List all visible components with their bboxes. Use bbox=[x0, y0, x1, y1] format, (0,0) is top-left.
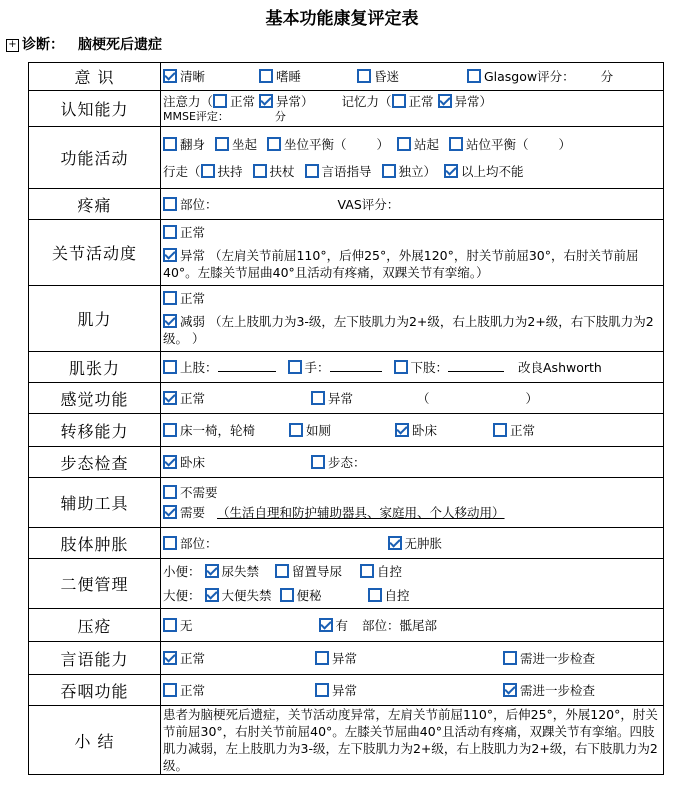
row-summary bbox=[29, 706, 664, 775]
checkbox-transfer-normal[interactable] bbox=[493, 423, 507, 437]
checkbox-sit-balance[interactable] bbox=[267, 137, 281, 151]
opt-sit-balance: 坐位平衡（ bbox=[284, 136, 347, 152]
checkbox-no-sore[interactable] bbox=[163, 618, 177, 632]
checkbox-coma[interactable] bbox=[357, 69, 371, 83]
checkbox-swallow-further[interactable] bbox=[503, 683, 517, 697]
diagnosis-value: 脑梗死后遗症 bbox=[78, 37, 162, 53]
opt-assist: 扶持 bbox=[217, 163, 243, 179]
stool-self-control: 自控 bbox=[384, 588, 410, 603]
checkbox-muscle-normal[interactable] bbox=[163, 291, 177, 305]
constipation: 便秘 bbox=[296, 588, 322, 603]
row-gait bbox=[29, 447, 664, 478]
row-cognition bbox=[29, 91, 664, 127]
row-joint bbox=[29, 220, 664, 286]
label-consciousness: 意 识 bbox=[29, 63, 161, 91]
checkbox-pain-part[interactable] bbox=[163, 197, 177, 211]
sit-balance-close: ） bbox=[376, 136, 390, 152]
aid-needed: 需要 bbox=[180, 505, 206, 520]
row-consciousness bbox=[29, 63, 664, 91]
label-edema: 肢体肿胀 bbox=[29, 528, 161, 559]
checkbox-no-aid[interactable] bbox=[163, 485, 177, 499]
checkbox-urine-self[interactable] bbox=[360, 564, 374, 578]
edema-part: 部位： bbox=[180, 535, 218, 551]
checkbox-swallow-abnormal[interactable] bbox=[315, 683, 329, 697]
checkbox-gait[interactable] bbox=[311, 455, 325, 469]
glasgow-unit: 分 bbox=[600, 69, 614, 84]
label-tone: 肌张力 bbox=[29, 352, 161, 383]
swallow-normal: 正常 bbox=[180, 682, 206, 698]
row-excretion bbox=[29, 559, 664, 609]
checkbox-verbal-guide[interactable] bbox=[305, 164, 319, 178]
checkbox-catheter[interactable] bbox=[275, 564, 289, 578]
opt-bed-chair: 床一椅，轮椅 bbox=[180, 422, 256, 438]
hand: 手： bbox=[304, 359, 330, 375]
checkbox-attention-normal[interactable] bbox=[213, 94, 227, 108]
form-title: 基本功能康复评定表 bbox=[265, 9, 419, 29]
aid-not-needed: 不需要 bbox=[180, 485, 218, 500]
attention-label: 注意力（ bbox=[163, 94, 214, 109]
label-cognition: 认知能力 bbox=[29, 91, 161, 127]
checkbox-speech-normal[interactable] bbox=[163, 651, 177, 665]
checkbox-hand[interactable] bbox=[288, 360, 302, 374]
row-aids bbox=[29, 478, 664, 528]
label-joint: 关节活动度 bbox=[29, 220, 161, 286]
hand-blank[interactable] bbox=[330, 359, 382, 372]
checkbox-attention-abnormal[interactable] bbox=[259, 94, 273, 108]
checkbox-independent[interactable] bbox=[382, 164, 396, 178]
label-sensation: 感觉功能 bbox=[29, 383, 161, 414]
label-function: 功能活动 bbox=[29, 127, 161, 189]
checkbox-stool-incontinence[interactable] bbox=[205, 588, 219, 602]
checkbox-need-aid[interactable] bbox=[163, 505, 177, 519]
checkbox-upper-limb[interactable] bbox=[163, 360, 177, 374]
no-edema: 无肿胀 bbox=[404, 535, 443, 551]
sensation-abnormal: 异常 bbox=[328, 390, 354, 406]
stool-label: 大便： bbox=[163, 588, 201, 603]
opt-roll: 翻身 bbox=[180, 136, 206, 152]
opt-clear: 清晰 bbox=[180, 69, 206, 84]
checkbox-roll[interactable] bbox=[163, 137, 177, 151]
checkbox-sensation-abnormal[interactable] bbox=[311, 391, 325, 405]
row-muscle bbox=[29, 286, 664, 352]
opt-none-able: 以上均不能 bbox=[461, 163, 524, 179]
label-pain: 疼痛 bbox=[29, 189, 161, 220]
upper-limb: 上肢： bbox=[180, 359, 218, 375]
swallow-further: 需进一步检查 bbox=[520, 682, 596, 698]
memory-normal: 正常 bbox=[408, 94, 434, 109]
mmse-label: MMSE评定： bbox=[163, 110, 229, 123]
checkbox-joint-abnormal[interactable] bbox=[163, 248, 177, 262]
checkbox-cane[interactable] bbox=[253, 164, 267, 178]
opt-stand-up: 站起 bbox=[414, 136, 440, 152]
checkbox-drowsy[interactable] bbox=[259, 69, 273, 83]
label-summary: 小 结 bbox=[29, 706, 161, 775]
label-transfer: 转移能力 bbox=[29, 414, 161, 447]
checkbox-urine-incontinence[interactable] bbox=[205, 564, 219, 578]
row-pain bbox=[29, 189, 664, 220]
gait-label: 步态： bbox=[328, 454, 366, 470]
checkbox-stand-balance[interactable] bbox=[449, 137, 463, 151]
opt-glasgow: Glasgow评分： bbox=[483, 69, 575, 84]
memory-abnormal: 异常） bbox=[454, 94, 493, 109]
checkbox-memory-abnormal[interactable] bbox=[438, 94, 452, 108]
opt-drowsy: 嗜睡 bbox=[275, 69, 301, 84]
checkbox-sensation-normal[interactable] bbox=[163, 391, 177, 405]
checkbox-none-able[interactable] bbox=[444, 164, 458, 178]
muscle-normal: 正常 bbox=[180, 291, 206, 306]
has-sore: 有 bbox=[335, 617, 349, 633]
row-sensation bbox=[29, 383, 664, 414]
ashworth-scale: 改良Ashworth bbox=[518, 359, 602, 375]
label-muscle: 肌力 bbox=[29, 286, 161, 352]
checkbox-gait-bedridden[interactable] bbox=[163, 455, 177, 469]
urine-incontinence: 尿失禁 bbox=[221, 564, 260, 579]
label-gait: 步态检查 bbox=[29, 447, 161, 478]
gait-bedridden: 卧床 bbox=[180, 454, 206, 470]
opt-bedridden: 卧床 bbox=[412, 422, 438, 438]
checkbox-toilet[interactable] bbox=[289, 423, 303, 437]
mmse-unit: 分 bbox=[274, 110, 286, 123]
opt-independent: 独立） bbox=[398, 163, 437, 179]
checkbox-muscle-reduced[interactable] bbox=[163, 314, 177, 328]
sore-part: 部位：骶尾部 bbox=[362, 617, 438, 633]
row-function bbox=[29, 127, 664, 189]
row-sore bbox=[29, 609, 664, 642]
row-edema bbox=[29, 528, 664, 559]
checkbox-constipation[interactable] bbox=[280, 588, 294, 602]
catheter: 留置导尿 bbox=[292, 564, 343, 579]
summary-text: 患者为脑梗死后遗症，关节活动度异常，左肩关节前屈110°，后伸25°，外展120°，肘关节前屈30°，右肘关节前屈40°。左膝关节屈曲40°且活动有疼痛，双踝关节有挛缩。四肢肌力减弱，左上肢肌力为3-级，左下肢肌力为2+级，右上肢肌力为2+级，右下肢肌力为2级。 bbox=[161, 706, 664, 775]
checkbox-lower-limb[interactable] bbox=[394, 360, 408, 374]
opt-toilet: 如厕 bbox=[306, 422, 332, 438]
checkbox-clear[interactable] bbox=[163, 69, 177, 83]
label-sore: 压疮 bbox=[29, 609, 161, 642]
stand-balance-close: ） bbox=[558, 136, 572, 152]
joint-abnormal-text: 异常 （左肩关节前屈110°，后伸25°，外展120°，肘关节前屈30°，右肘关节前屈40°。左膝关节屈曲40°且活动有疼痛，双踝关节有挛缩。） bbox=[163, 248, 639, 280]
row-tone bbox=[29, 352, 664, 383]
vas-score: VAS评分： bbox=[337, 196, 400, 212]
checkbox-speech-abnormal[interactable] bbox=[315, 651, 329, 665]
opt-transfer-normal: 正常 bbox=[510, 422, 536, 438]
lower-limb: 下肢： bbox=[410, 359, 449, 375]
swallow-abnormal: 异常 bbox=[332, 682, 358, 698]
urine-label: 小便： bbox=[163, 564, 201, 579]
walk-label: 行走（ bbox=[163, 163, 201, 179]
checkbox-edema-part[interactable] bbox=[163, 536, 177, 550]
checkbox-glasgow[interactable] bbox=[467, 69, 481, 83]
sensation-paren-close: ） bbox=[525, 390, 539, 406]
attention-normal: 正常 bbox=[230, 94, 256, 109]
checkbox-has-sore[interactable] bbox=[319, 618, 333, 632]
opt-cane: 扶杖 bbox=[269, 163, 295, 179]
sensation-normal: 正常 bbox=[180, 390, 206, 406]
expand-icon[interactable]: + bbox=[6, 39, 19, 52]
joint-normal: 正常 bbox=[180, 225, 206, 240]
speech-further: 需进一步检查 bbox=[520, 650, 596, 666]
checkbox-joint-normal[interactable] bbox=[163, 225, 177, 239]
lower-limb-blank[interactable] bbox=[448, 359, 504, 372]
opt-sit-up: 坐起 bbox=[232, 136, 258, 152]
upper-limb-blank[interactable] bbox=[218, 359, 276, 372]
row-transfer bbox=[29, 414, 664, 447]
opt-verbal-guide: 言语指导 bbox=[321, 163, 372, 179]
diagnosis-label: 诊断： bbox=[22, 37, 64, 53]
speech-abnormal: 异常 bbox=[332, 650, 358, 666]
row-speech bbox=[29, 642, 664, 675]
no-sore: 无 bbox=[180, 617, 193, 633]
label-aids: 辅助工具 bbox=[29, 478, 161, 528]
stool-incontinence: 大便失禁 bbox=[221, 588, 272, 603]
checkbox-sit-up[interactable] bbox=[215, 137, 229, 151]
assessment-table bbox=[28, 62, 664, 775]
attention-abnormal: 异常） bbox=[276, 94, 314, 109]
checkbox-no-edema[interactable] bbox=[388, 536, 402, 550]
aid-detail: （生活自理和防护辅助器具、家庭用、个人移动用） bbox=[217, 505, 505, 520]
sensation-paren-open: （ bbox=[417, 390, 430, 406]
speech-normal: 正常 bbox=[180, 650, 206, 666]
label-excretion: 二便管理 bbox=[29, 559, 161, 609]
checkbox-bedridden[interactable] bbox=[395, 423, 409, 437]
label-swallow: 吞咽功能 bbox=[29, 675, 161, 706]
checkbox-memory-normal[interactable] bbox=[392, 94, 406, 108]
row-swallow bbox=[29, 675, 664, 706]
opt-stand-balance: 站位平衡（ bbox=[466, 136, 529, 152]
checkbox-speech-further[interactable] bbox=[503, 651, 517, 665]
checkbox-assist[interactable] bbox=[201, 164, 215, 178]
checkbox-swallow-normal[interactable] bbox=[163, 683, 177, 697]
pain-part: 部位： bbox=[180, 196, 218, 212]
urine-self-control: 自控 bbox=[377, 564, 403, 579]
checkbox-stool-self[interactable] bbox=[368, 588, 382, 602]
label-speech: 言语能力 bbox=[29, 642, 161, 675]
muscle-reduced-text: 减弱 （左上肢肌力为3-级，左下肢肌力为2+级，右上肢肌力为2+级，右下肢肌力为2级。 ） bbox=[163, 314, 654, 346]
checkbox-stand-up[interactable] bbox=[397, 137, 411, 151]
checkbox-bed-chair[interactable] bbox=[163, 423, 177, 437]
memory-label: 记忆力（ bbox=[341, 94, 392, 109]
diagnosis-line bbox=[6, 34, 162, 54]
opt-coma: 昏迷 bbox=[373, 69, 399, 84]
